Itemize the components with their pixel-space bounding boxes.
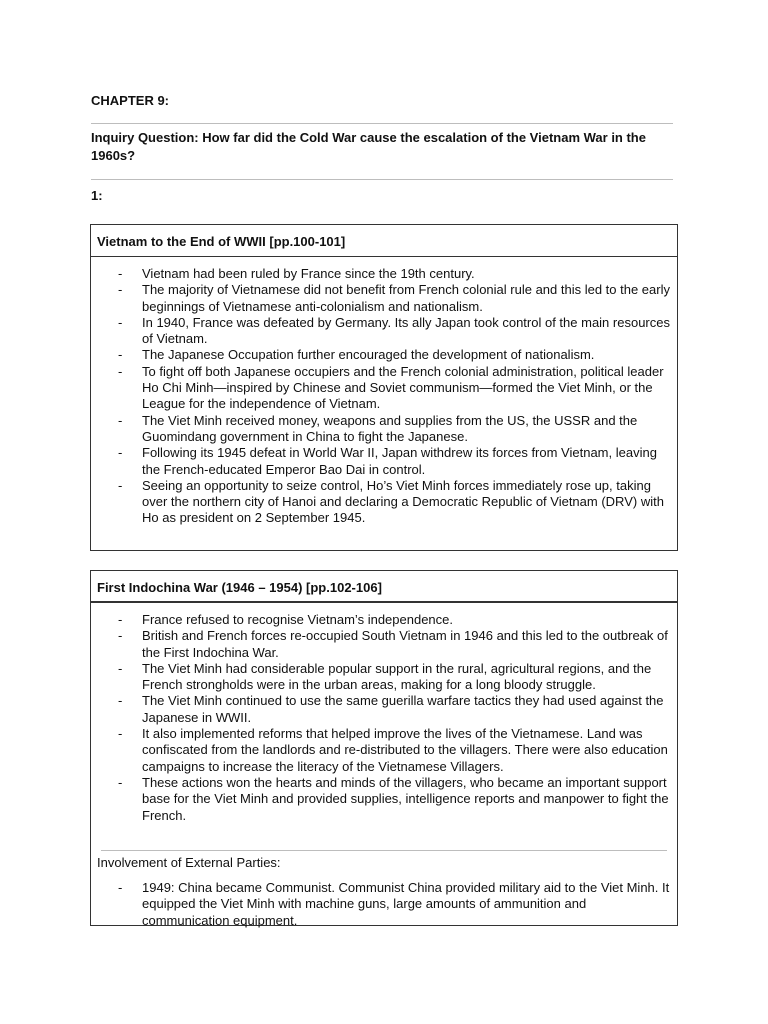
list-item [91,693,677,726]
inquiry-question: Inquiry Question: How far did the Cold War cause the escalation of the Vietnam War in the 1960s? [91,130,646,163]
list-item [91,661,677,694]
list-item-text: The Japanese Occupation further encouraged the development of nationalism. [142,347,595,363]
bullet-dash: - [118,880,123,896]
divider [91,179,673,180]
list-item-text: Seeing an opportunity to seize control, Ho’s Viet Minh forces immediately rose up, taking over the northern city of Hanoi and declaring a Democratic Republic of Vietnam (DRV) with Ho as president on 2 September 1945. [142,477,664,526]
list-item-text: These actions won the hearts and minds of the villagers, who became an important support base for the Viet Minh and provided supplies, intelligence reports and manpower to fight the French. [142,774,669,823]
bullet-dash: - [118,612,123,627]
list-item-text: The Viet Minh had considerable popular support in the rural, agricultural regions, and the French strongholds were in the urban areas, making for a long bloody struggle. [142,660,652,693]
list-item [91,880,677,929]
bullet-dash: - [118,314,123,330]
section-number: 1: [91,188,103,203]
list-item [91,628,677,661]
list-item [91,775,677,824]
bullet-dash: - [118,628,123,644]
bullet-dash: - [118,445,123,461]
bullet-dash: - [118,412,123,428]
list-item-text: Following its 1945 defeat in World War II, Japan withdrew its forces from Vietnam, leaving the French-educated Emperor Bao Dai in control. [142,445,657,477]
bullet-dash: - [118,660,123,676]
list-item-text: It also implemented reforms that helped improve the lives of the Vietnamese. Land was confiscated from the landlords and re-distributed to the villagers. There were also education campaigns to increase the literacy of the Vietnamese Villagers. [142,726,668,774]
list-item [91,413,677,446]
bullet-list [91,612,677,824]
bullet-dash: - [118,266,123,281]
bullet-dash: - [118,477,123,493]
bullet-dash: - [118,347,123,363]
list-item-text: The Viet Minh received money, weapons and supplies from the US, the USSR and the Guomindang government in China to fight the Japanese. [142,412,638,444]
list-item-text: The majority of Vietnamese did not benefit from French colonial rule and this led to the early beginnings of Vietnamese anti-colonialism and nationalism. [142,282,670,314]
bullet-dash: - [118,363,123,379]
box-title: First Indochina War (1946 – 1954) [pp.102-106] [91,571,677,603]
chapter-heading: CHAPTER 9: [91,93,170,108]
bullet-list [91,880,677,929]
list-item [91,445,677,478]
list-item-text: To fight off both Japanese occupiers and the French colonial administration, political leader Ho Chi Minh—inspired by Chinese and Soviet communism—formed the Viet Minh, or the League for the independence of Vietnam. [142,363,664,412]
bullet-dash: - [118,726,123,742]
notes-box-first-indochina-war [90,570,678,926]
list-item-text: In 1940, France was defeated by Germany. Its ally Japan took control of the main resources of Vietnam. [142,314,670,347]
list-item [91,347,677,363]
list-item [91,478,677,527]
bullet-dash: - [118,282,123,298]
list-item-text: Vietnam had been ruled by France since the 19th century. [142,266,475,281]
list-item-text: British and French forces re-occupied South Vietnam in 1946 and this led to the outbreak of the First Indochina War. [142,628,668,660]
list-item [91,612,677,628]
bullet-dash: - [118,774,123,790]
divider [101,850,667,851]
list-item [91,364,677,413]
list-item-text: 1949: China became Communist. Communist China provided military aid to the Viet Minh. It equipped the Viet Minh with machine guns, large amounts of ammunition and communication equipment. [142,880,670,928]
list-item-text: The Viet Minh continued to use the same guerilla warfare tactics they had used against the Japanese in WWII. [142,693,664,725]
list-item-text: France refused to recognise Vietnam’s independence. [142,612,453,627]
external-parties-label: Involvement of External Parties: [97,854,281,870]
list-item [91,315,677,348]
bullet-list [91,266,677,527]
divider [91,123,673,124]
bullet-dash: - [118,693,123,709]
list-item [91,266,677,282]
box-title: Vietnam to the End of WWII [pp.100-101] [91,225,677,257]
notes-box-vietnam-wwii [90,224,678,551]
list-item [91,726,677,775]
list-item [91,282,677,315]
